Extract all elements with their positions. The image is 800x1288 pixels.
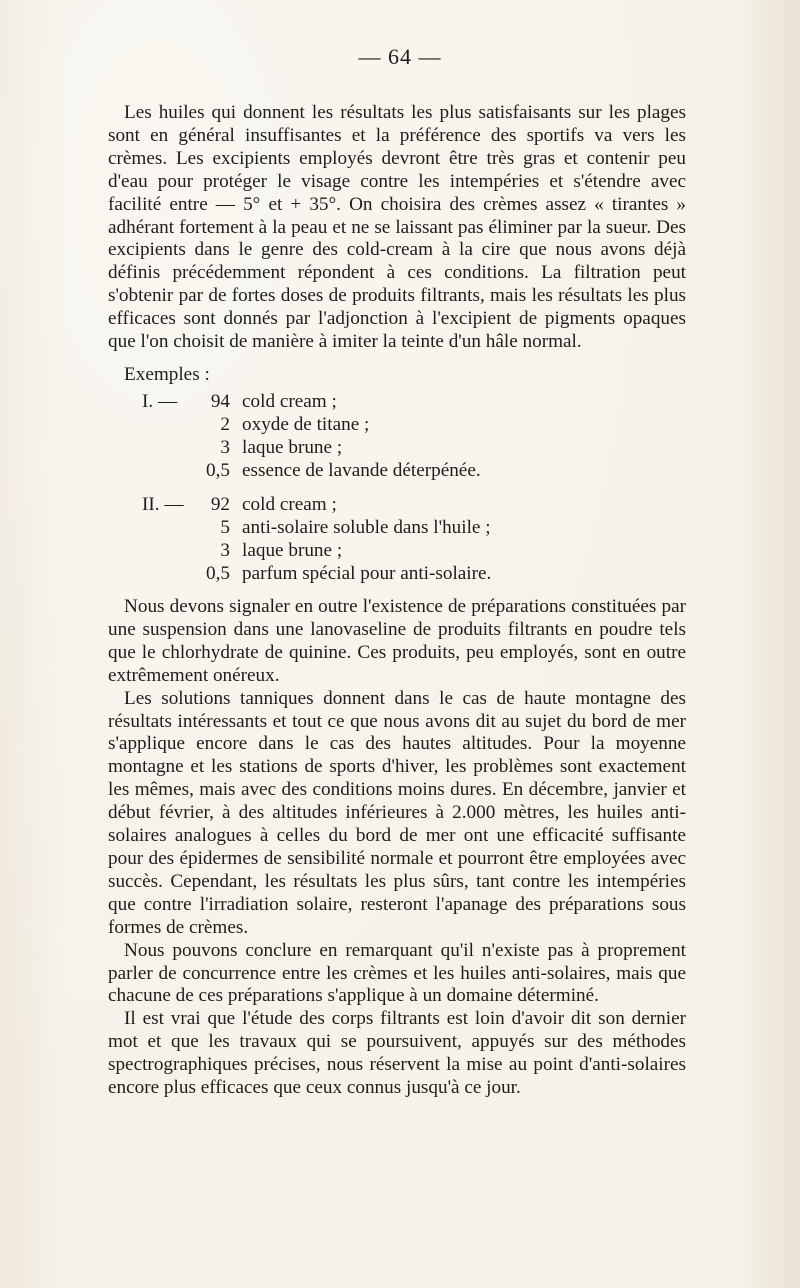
paragraph-huiles-cremes: Les huiles qui donnent les résultats les plus satisfaisants sur les plages sont en général insuffisantes et la préférence des sportifs va vers les crèmes. Les excipients employés devront être très gras et contenir peu d'eau pour protéger le visage contre les intempéries et s'étendre avec facilité entre — 5° et + 35°. On choisira des crèmes assez « tirantes » adhérant fortement à la peau et ne se laissant pas éliminer par la sueur. Des excipients dans le genre des cold-cream à la cire que nous avons déjà définis précédemment répondent à ces conditions. La filtration peut s'obtenir par de fortes doses de produits filtrants, mais les résultats les plus efficaces sont donnés par l'adjonction à l'excipient de pigments opaques que l'on choisit de manière à imiter la teinte d'un hâle normal. [108, 102, 686, 353]
formula-quantity: 5 [220, 517, 230, 539]
formula-row [108, 414, 686, 437]
formula-quantity: 3 [220, 540, 230, 562]
formula-quantity: 2 [220, 413, 230, 435]
formula-row [108, 517, 686, 540]
formula-row [108, 540, 686, 563]
formula-2 [108, 494, 686, 586]
formula-row [108, 494, 686, 517]
formula-quantity: 0,5 [206, 563, 230, 585]
formula-quantity: 0,5 [206, 459, 230, 481]
page-number: — 64 — [358, 44, 442, 69]
formula-numeral: I. — [142, 390, 178, 412]
paragraph-haute-montagne: Les solutions tanniques donnent dans le cas de haute montagne des résultats intéressants et tout ce que nous avons dit au sujet du bord de mer s'applique encore dans le cas des hautes altitudes. Pour la moyenne montagne et les stations de sports d'hiver, les problèmes sont exactement les mêmes, mais avec des conditions moins dures. En décembre, janvier et début février, à des altitudes inférieures à 2.000 mètres, les huiles anti-solaires analogues à celles du bord de mer ont une efficacité suffisante pour des épidermes de sensibilité normale et pourront être employées avec succès. Cependant, les résultats les plus sûrs, tant contre les intempéries que contre l'irradiation solaire, resteront l'apanage des préparations sous formes de crèmes. [108, 687, 686, 938]
paragraph-corps-filtrants: Il est vrai que l'étude des corps filtrants est loin d'avoir dit son dernier mot et que les travaux qui se poursuivent, appuyés sur des méthodes spectrographiques précises, nous réservent la mise au point d'anti-solaires encore plus efficaces que ceux connus jusqu'à ce jour. [108, 1008, 686, 1099]
formula-row [108, 460, 686, 483]
formula-row [108, 563, 686, 586]
formula-row [108, 437, 686, 460]
formula-quantity: 3 [220, 436, 230, 458]
formula-ingredient: essence de lavande déterpénée. [242, 459, 481, 481]
formula-ingredient: laque brune ; [242, 540, 343, 562]
formula-quantity: 92 [210, 494, 230, 516]
formula-ingredient: oxyde de titane ; [242, 413, 370, 435]
formula-quantity: 94 [210, 390, 230, 412]
formula-ingredient: laque brune ; [242, 436, 343, 458]
paragraph-conclusion: Nous pouvons conclure en remarquant qu'il n'existe pas à proprement parler de concurrence entre les crèmes et les huiles anti-solaires, mais que chacune de ces préparations s'applique à un domaine déterminé. [108, 939, 686, 1007]
formula-ingredient: parfum spécial pour anti-solaire. [242, 563, 492, 585]
formula-ingredient: anti-solaire soluble dans l'huile ; [242, 517, 491, 539]
formula-ingredient: cold cream ; [242, 494, 337, 516]
formula-ingredient: cold cream ; [242, 390, 337, 412]
formula-row [108, 391, 686, 414]
body-text [108, 102, 686, 1100]
formula-1 [108, 391, 686, 483]
formula-numeral: II. — [142, 494, 184, 516]
examples-heading: Exemples : [124, 363, 210, 385]
paragraph-lanovaseline: Nous devons signaler en outre l'existence de préparations constituées par une suspension dans une lanovaseline de produits filtrants en poudre tels que le chlorhydrate de quinine. Ces produits, peu employés, sont en outre extrêmement onéreux. [108, 596, 686, 686]
